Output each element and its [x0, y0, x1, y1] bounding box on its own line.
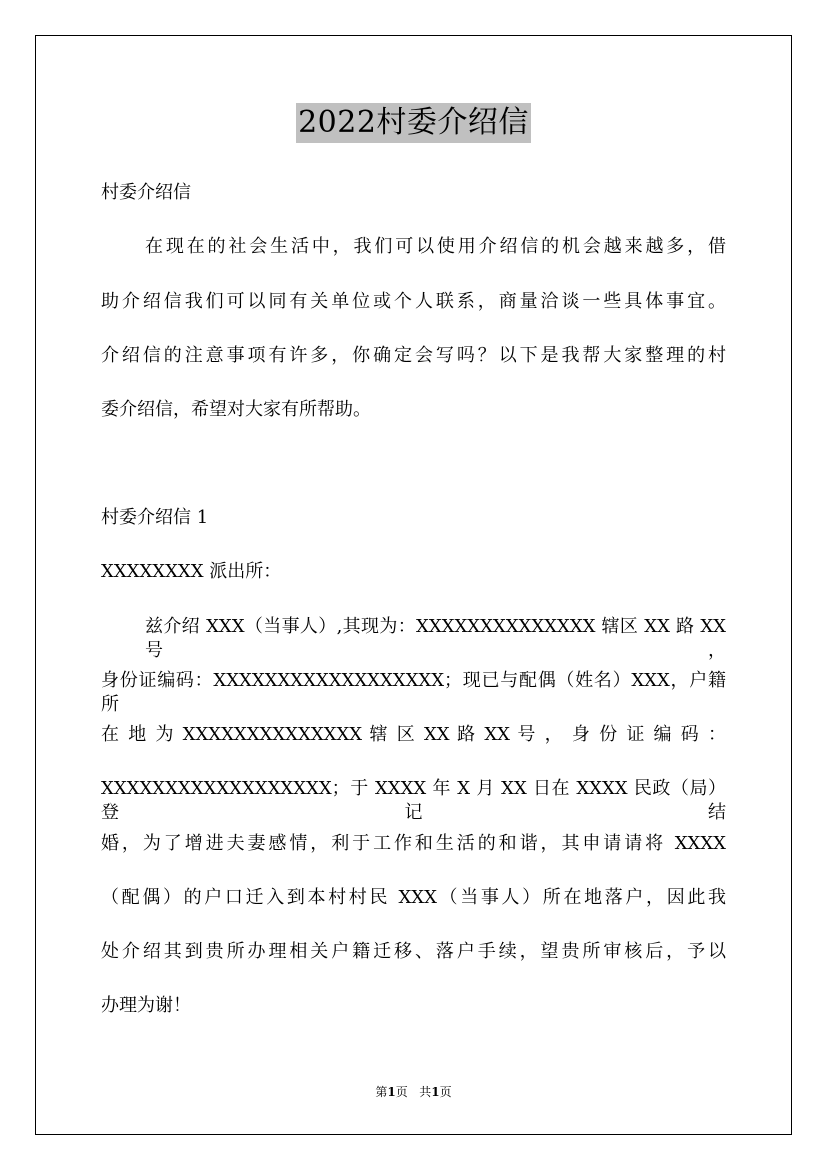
- heading: 村委介绍信: [101, 182, 191, 203]
- total-prefix: 共: [419, 1085, 432, 1099]
- body-line: 兹介绍 XXX（当事人）,其现为：XXXXXXXXXXXXXX 辖区 XX 路 XX 号，: [145, 616, 726, 661]
- salutation: XXXXXXXX 派出所：: [101, 561, 282, 582]
- section-title: 村委介绍信 1: [101, 507, 209, 528]
- body-line: 身份证编码：XXXXXXXXXXXXXXXXXX；现已与配偶（姓名）XXX，户籍所: [101, 670, 726, 715]
- body-line: XXXXXXXXXXXXXXXXXX；于 XXXX 年 X 月 XX 日在 XXXX 民政（局）登记结: [101, 778, 726, 823]
- page-number: 1: [387, 1085, 396, 1099]
- body-line: 处介绍其到贵所办理相关户籍迁移、落户手续，望贵所审核后，予以: [101, 941, 726, 962]
- intro-line: 委介绍信，希望对大家有所帮助。: [101, 399, 371, 420]
- page-suffix: 页: [395, 1085, 408, 1099]
- intro-line: 助介绍信我们可以同有关单位或个人联系，商量洽谈一些具体事宜。: [101, 291, 726, 312]
- body-line: 办理为谢！: [101, 995, 191, 1016]
- intro-line: 介绍信的注意事项有许多，你确定会写吗？以下是我帮大家整理的村: [101, 345, 726, 366]
- document-title: 2022村委介绍信: [296, 103, 531, 143]
- body-line: 婚，为了增进夫妻感情，利于工作和生活的和谐，其申请请将 XXXX: [101, 833, 726, 854]
- page-footer: [0, 1084, 827, 1100]
- title-container: [0, 103, 827, 143]
- total-pages: 1: [431, 1085, 440, 1099]
- body-line: 在 地 为 XXXXXXXXXXXXXX 辖 区 XX 路 XX 号 ， 身 份 证 编 码 ：: [101, 724, 726, 745]
- page-prefix: 第: [375, 1085, 388, 1099]
- intro-line: 在现在的社会生活中，我们可以使用介绍信的机会越来越多，借: [145, 236, 726, 257]
- body-line: （配偶）的户口迁入到本村村民 XXX（当事人）所在地落户，因此我: [101, 887, 726, 908]
- total-suffix: 页: [439, 1085, 452, 1099]
